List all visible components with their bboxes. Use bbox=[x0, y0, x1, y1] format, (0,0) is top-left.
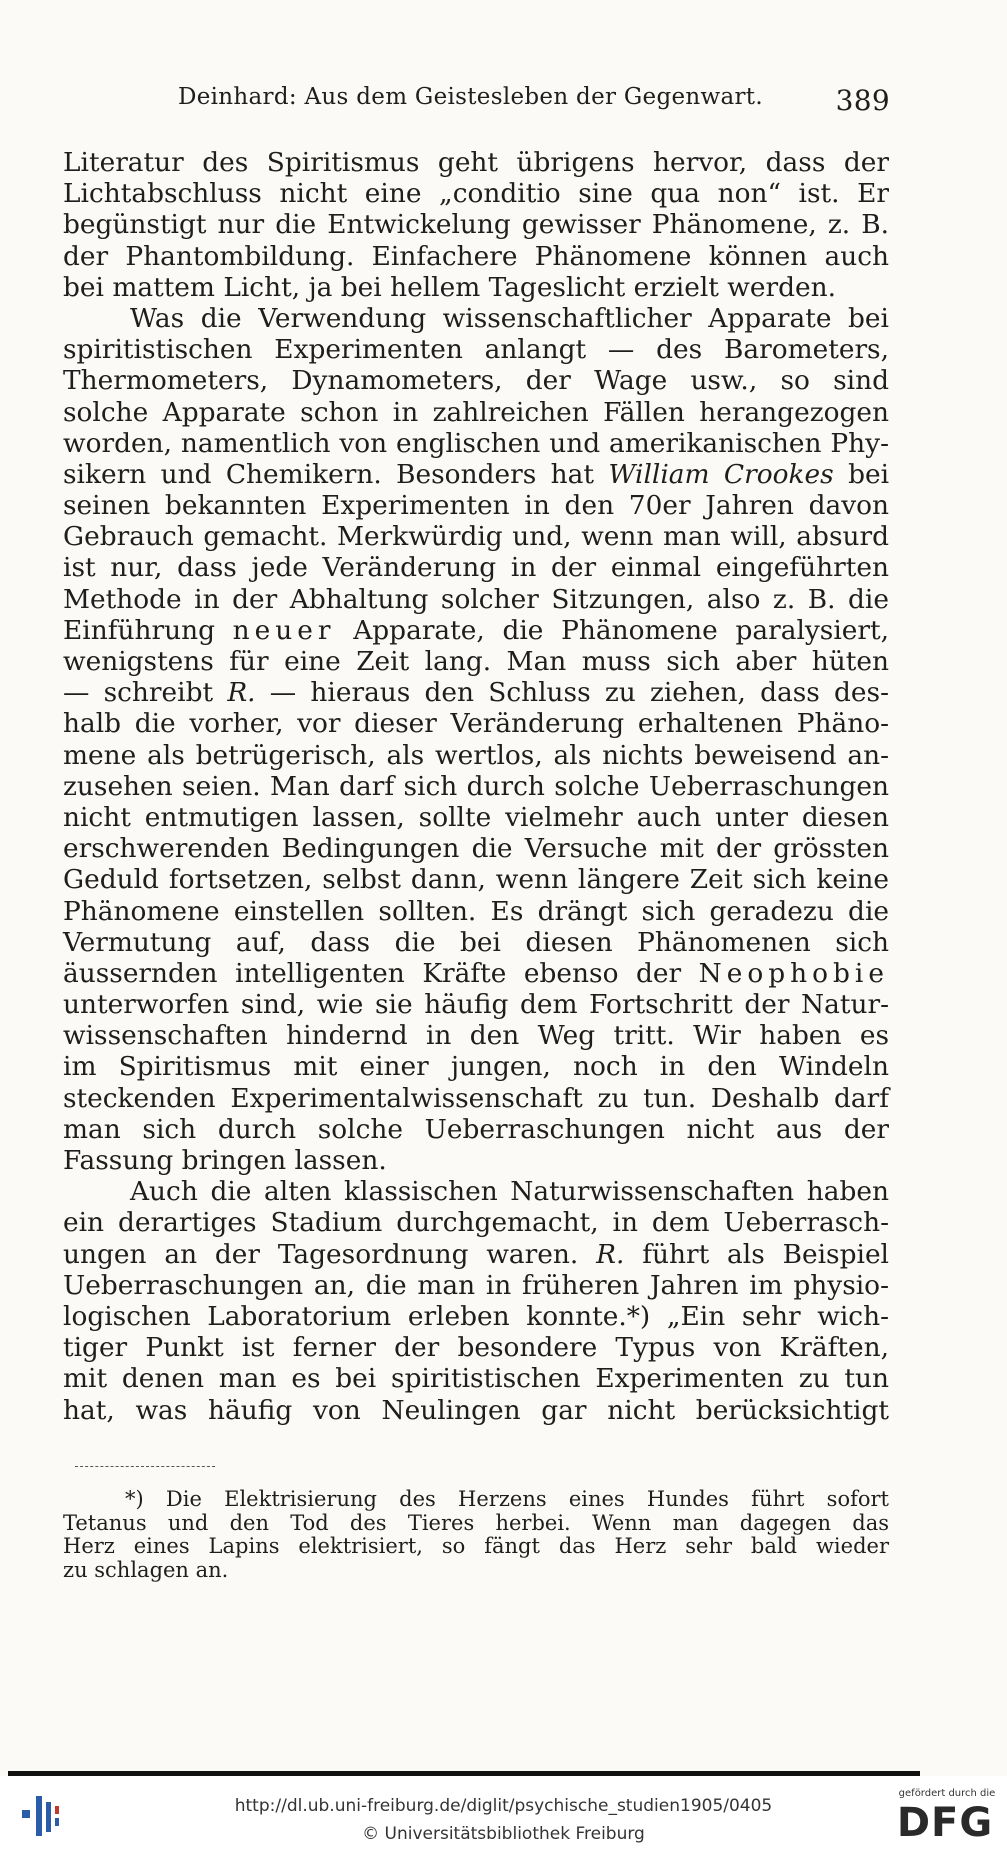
text-line: bei mattem Licht, ja bei hellem Tageslicht erzielt werden. bbox=[63, 271, 836, 303]
text-line: spiritistischen Experimenten anlangt — des Barometers, bbox=[63, 334, 889, 366]
text-line: im Spiritismus mit einer jungen, noch in den Windeln bbox=[63, 1051, 889, 1083]
text-segment: äussernden intelligenten Kräfte ebenso der bbox=[63, 957, 682, 989]
text-line: logischen Laboratorium erleben konnte.*) „Ein sehr wich- bbox=[63, 1300, 889, 1332]
italic-name-r: R. bbox=[596, 1238, 625, 1270]
text-line: erschwerenden Bedingungen die Versuche mit der grössten bbox=[63, 833, 889, 865]
text-line: Fassung bringen lassen. bbox=[63, 1145, 387, 1176]
footnote-line: Herz eines Lapins elektrisiert, so fängt das Herz sehr bald wieder bbox=[63, 1534, 889, 1559]
dfg-logo[interactable]: DFG bbox=[896, 1800, 994, 1846]
text-segment: Apparate, die Phänomene paralysiert, bbox=[353, 614, 889, 646]
body-text bbox=[63, 147, 889, 1426]
text-line: seinen bekannten Experimenten in den 70er Jahren davon bbox=[63, 490, 889, 522]
dfg-caption: gefördert durch die bbox=[898, 1788, 996, 1799]
text-segment: — schreibt bbox=[63, 677, 214, 709]
text-line: tiger Punkt ist ferner der besondere Typus von Kräften, bbox=[63, 1332, 889, 1364]
footnote-line: *) Die Elektrisierung des Herzens eines Hundes führt sofort bbox=[125, 1487, 889, 1511]
text-line bbox=[63, 459, 889, 490]
footnote bbox=[63, 1488, 889, 1582]
text-line: der Phantombildung. Einfachere Phänomene können auch bbox=[63, 240, 889, 272]
text-line: begünstigt nur die Entwickelung gewisser Phänomene, z. B. bbox=[63, 209, 889, 241]
text-line: Ueberraschungen an, die man in früheren Jahren im physio- bbox=[63, 1269, 889, 1301]
text-line bbox=[63, 958, 889, 989]
text-line: Literatur des Spiritismus geht übrigens hervor, dass der bbox=[63, 147, 889, 178]
text-line: Was die Verwendung wissenschaftlicher Apparate bei bbox=[130, 302, 889, 334]
text-line: steckenden Experimentalwissenschaft zu tun. Deshalb darf bbox=[63, 1082, 889, 1114]
copyright-notice: © Universitätsbibliothek Freiburg bbox=[362, 1824, 645, 1844]
text-line: wenigstens für eine Zeit lang. Man muss sich aber hüten bbox=[63, 646, 889, 677]
text-line bbox=[63, 615, 889, 646]
italic-name-crookes: William Crookes bbox=[608, 458, 834, 490]
text-line: ein derartiges Stadium durchgemacht, in dem Ueberrasch- bbox=[63, 1207, 889, 1239]
permalink-url[interactable]: http://dl.ub.uni-freiburg.de/diglit/psychische_studien1905/0405 bbox=[234, 1796, 773, 1816]
footnote-separator bbox=[75, 1466, 215, 1467]
text-line: Auch die alten klassischen Naturwissenschaften haben bbox=[130, 1176, 889, 1208]
spaced-word-neuer: neuer bbox=[232, 614, 336, 646]
text-line: Phänomene einstellen sollten. Es drängt sich geradezu die bbox=[63, 895, 889, 927]
text-line: Lichtabschluss nicht eine „conditio sine qua non“ ist. Er bbox=[63, 178, 889, 210]
text-segment: sikern und Chemikern. Besonders hat bbox=[63, 458, 594, 490]
spaced-word-neophobie: Neophobie bbox=[698, 957, 889, 989]
text-line: mene als betrügerisch, als wertlos, als nichts beweisend an- bbox=[63, 739, 889, 771]
italic-name-r: R. bbox=[227, 677, 256, 709]
page-header bbox=[178, 84, 890, 117]
text-line bbox=[63, 1239, 889, 1270]
text-line bbox=[63, 677, 889, 708]
text-line: solche Apparate schon in zahlreichen Fällen herangezogen bbox=[63, 396, 889, 428]
text-line: hat, was häufig von Neulingen gar nicht berücksichtigt bbox=[63, 1394, 889, 1426]
viewer-footer bbox=[0, 1776, 1007, 1852]
text-line: worden, namentlich von englischen und amerikanischen Phy- bbox=[63, 427, 889, 459]
text-line: ist nur, dass jede Veränderung in der einmal eingeführten bbox=[63, 552, 889, 584]
text-line: Methode in der Abhaltung solcher Sitzungen, also z. B. die bbox=[63, 583, 889, 615]
text-line: wissenschaften hindernd in den Weg tritt. Wir haben es bbox=[63, 1020, 889, 1052]
running-title: Deinhard: Aus dem Geistesleben der Gegenwart. bbox=[178, 84, 763, 110]
text-segment: bei bbox=[848, 458, 890, 490]
text-line: Gebrauch gemacht. Merkwürdig und, wenn man will, absurd bbox=[63, 521, 889, 553]
text-segment: führt als Beispiel bbox=[642, 1238, 889, 1270]
footnote-line: Tetanus und den Tod des Tieres herbei. Wenn man dagegen das bbox=[63, 1510, 889, 1535]
text-line: Geduld fortsetzen, selbst dann, wenn längere Zeit sich keine bbox=[63, 864, 889, 896]
text-line: mit denen man es bei spiritistischen Experimenten zu tun bbox=[63, 1363, 889, 1395]
text-line: Vermutung auf, dass die bei diesen Phänomenen sich bbox=[63, 926, 889, 958]
text-segment: ungen an der Tagesordnung waren. bbox=[63, 1238, 579, 1270]
text-line: Thermometers, Dynamometers, der Wage usw., so sind bbox=[63, 365, 889, 397]
text-line: unterworfen sind, wie sie häufig dem Fortschritt der Natur- bbox=[63, 989, 889, 1021]
text-line: halb die vorher, vor dieser Veränderung erhaltenen Phäno- bbox=[63, 708, 889, 740]
text-line: zusehen seien. Man darf sich durch solche Ueberraschungen bbox=[63, 770, 889, 802]
text-line: nicht entmutigen lassen, sollte vielmehr auch unter diesen bbox=[63, 801, 889, 833]
footnote-line: zu schlagen an. bbox=[63, 1557, 229, 1582]
text-segment: Einführung bbox=[63, 614, 215, 646]
page-number: 389 bbox=[835, 84, 890, 117]
text-segment: — hieraus den Schluss zu ziehen, dass des- bbox=[269, 677, 890, 709]
text-line: man sich durch solche Ueberraschungen nicht aus der bbox=[63, 1113, 889, 1145]
